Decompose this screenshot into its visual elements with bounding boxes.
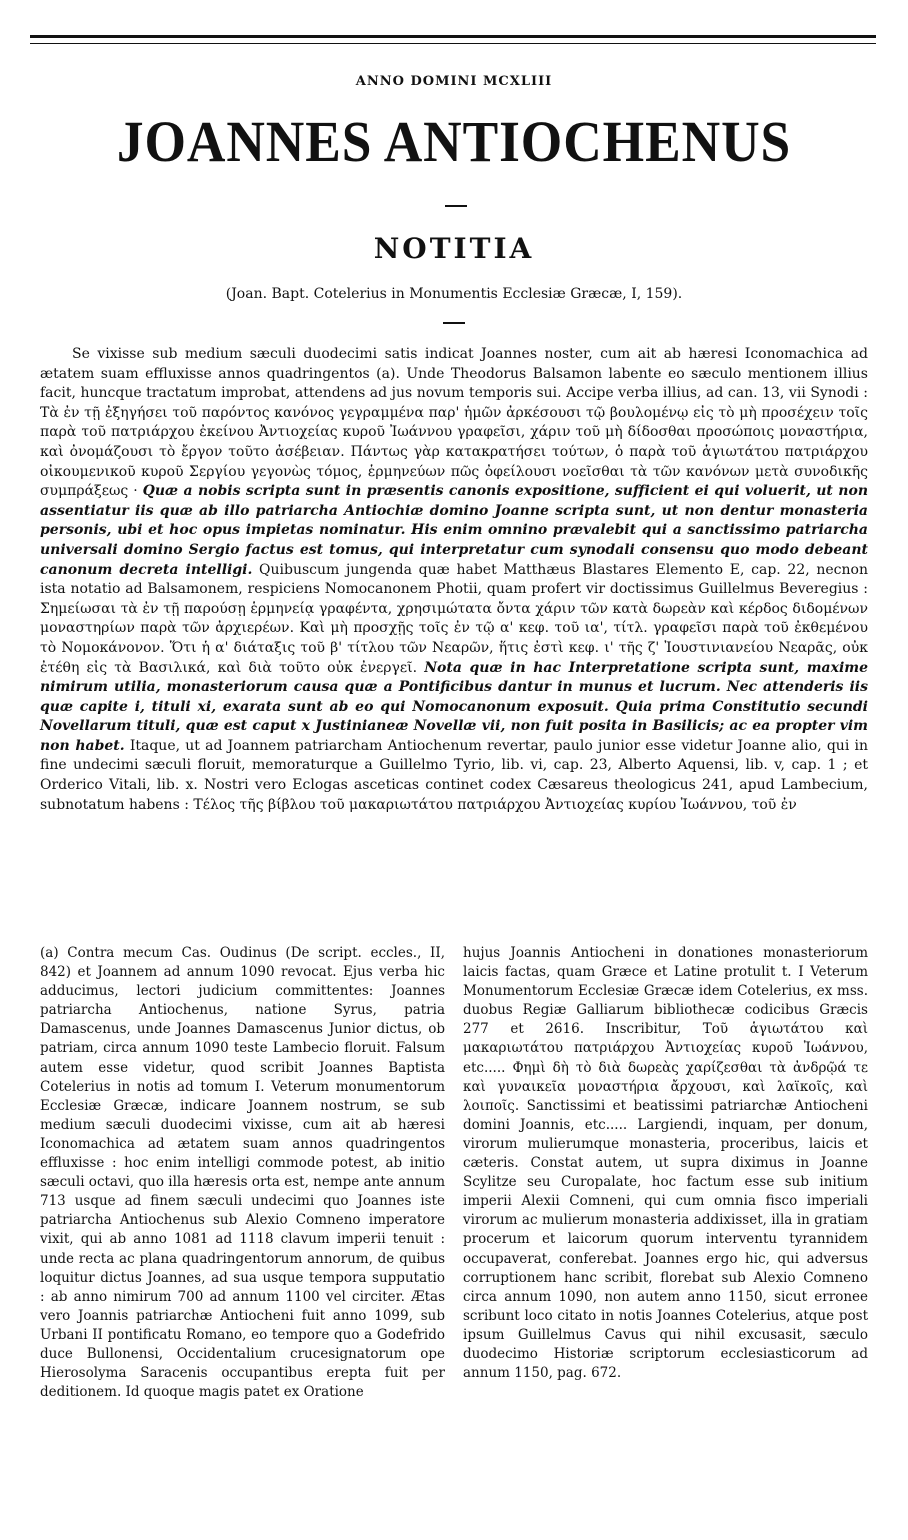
main-text [40, 345, 868, 815]
main-text-part-1: Se vixisse sub medium sæculi duodecimi satis indicat Joannes noster, cum ait ab hæresi Iconomachica ad ætatem suam effluxisse annos quadringentos (a). Unde Theodorus Balsamon labente eo sæculo mentionem illius facit, huncque tractatum improbat, attendens ad jus novum temporis sui. Accipe verba illius, ad can. 13, vii Synodi : Τὰ ἐν τῇ ἐξηγήσει τοῦ παρόντος κανόνος γεγραμμένα παρ' ἡμῶν ἀρκέσουσι τῷ βουλομένῳ εἰς τὸ μὴ προσέχειν τοῖς παρὰ τοῦ πατριάρχου ἐκείνου Ἀντιοχείας κυροῦ Ἰωάννου γραφεῖσι, χάριν τοῦ μὴ δίδοσθαι προσώποις μοναστήρια, καὶ ὀνομάζουσι τὸ ἔργον τοῦτο ἀσέβειαν. Πάντως γὰρ κατακρατήσει τούτων, ὁ παρὰ τοῦ ἁγιωτάτου πατριάρχου οἰκουμενικοῦ κυροῦ Σεργίου γεγονὼς τόμος, ἑρμηνεύων πῶς ὀφείλουσι νοεῖσθαι τὰ τῶν κανόνων μετὰ συνοδικῆς συμπράξεως · [40, 346, 868, 500]
footnote-column-right [463, 944, 868, 1402]
footnote-text-right: hujus Joannis Antiocheni in donationes monasteriorum laicis factas, quam Græce et Latine protulit t. I Veterum Monumentorum Ecclesiæ Græcæ idem Cotelerius, ex mss. duobus Regiæ Galliarum bibliothecæ codicibus Græcis 277 et 2616. Inscribitur, Τοῦ ἁγιωτάτου καὶ μακαριωτάτου πατριάρχου Ἀντιοχείας κυροῦ Ἰωάννου, etc..... Φημὶ δὴ τὸ διὰ δωρεὰς χαρίζεσθαι τὰ ἀνδρῷά τε καὶ γυναικεῖα μοναστήρια ἄρχουσι, καὶ λαϊκοῖς, καὶ λοιποῖς. Sanctissimi et beatissimi patriarchæ Antiocheni domini Joannis, etc..... Largiendi, inquam, per donum, virorum mulierumque monasteria, proceribus, laicis et cæteris. Constat autem, ut supra diximus in Joanne Scylitze seu Curopalate, hoc factum esse sub initium imperii Alexii Comneni, qui cum omnia fisco imperiali virorum ac mulierum monasteria addixisset, illa in gratiam procerum et laicorum quorum interventu tyrannidem occupaverat, conferebat. Joannes ergo hic, qui adversus corruptionem hanc scribit, florebat sub Alexio Comneno circa annum 1090, non autem anno 1150, sicut erronee scribunt loco citato in notis Joannes Cotelerius, atque post ipsum Guillelmus Cavus qui nihil excusasit, sæculo duodecimo Historiæ scriptorum ecclesiasticorum ad annum 1150, pag. 672. [463, 945, 868, 1382]
footnote-text-left: (a) Contra mecum Cas. Oudinus (De script. eccles., II, 842) et Joannem ad annum 1090 revocat. Ejus verba hic adducimus, lectori judicium committentes: Joannes patriarcha Antiochenus, natione Syrus, patria Damascenus, unde Joannes Damascenus Junior dictus, ob patriam, circa annum 1090 teste Lambecio floruit. Falsum autem esse videtur, quod scribit Joannes Baptista Cotelerius in notis ad tomum I. Veterum monumentorum Ecclesiæ Græcæ, indicare Joannem nostrum, se sub medium sæculi duodecimi vixisse, cum ait ab hæresi Iconomachica ad ætatem suam annos quadringentos effluxisse : hoc enim intelligi commode potest, ab initio sæculi octavi, quo illa hæresis orta est, nempe ante annum 713 usque ad finem sæculi undecimi quo Joannes iste patriarcha Antiochenus sub Alexio Comneno imperatore vixit, qui ab anno 1081 ad 1118 clavum imperii tenuit : unde recta ac plana quadringentorum annorum, de quibus loquitur dictus Joannes, ad sua usque tempora supputatio : ab anno nimirum 700 ad annum 1100 vel circiter. Ætas vero Joannis patriarchæ Antiocheni fuit anno 1099, sub Urbani II pontificatu Romano, eo tempore quo a Godefrido duce Bullonensi, Occidentalium crucesignatorum ope Hierosolyma Saracenis occupantibus erepta fuit per deditionem. Id quoque magis patet ex Oratione [40, 945, 445, 1401]
main-paragraph [40, 345, 868, 815]
main-text-part-2: Quibuscum jungenda quæ habet Matthæus Blastares Elemento E, cap. 22, necnon ista notatio ad Balsamonem, respiciens Nomocanonem Photii, quam profert vir doctissimus Guillelmus Beveregius : Σημείωσαι τὰ ἐν τῇ παρούσῃ ἑρμηνείᾳ γραφέντα, χρησιμώτατα ὄντα χάριν τῶν κατὰ δωρεὰν καὶ κέρδος διδομένων μοναστηρίων παρὰ τῶν ἀρχιερέων. Καὶ μὴ προσχῇς τοῖς ἐν τῷ α' κεφ. τοῦ ια', τίτλ. γραφεῖσι παρὰ τοῦ ἐκθεμένου τὸ Νομοκάνονον. Ὅτι ἡ α' διάταξις τοῦ β' τίτλου τῶν Νεαρῶν, ἥτις ἐστὶ κεφ. ι' τῆς ζ' Ἰουστινιανείου Νεαρᾶς, οὐκ ἐτέθη εἰς τὰ Βασιλικά, καὶ διὰ τοῦτο οὐκ ἐνεργεῖ. [40, 561, 868, 676]
source-citation: (Joan. Bapt. Cotelerius in Monumentis Ecclesiæ Græcæ, I, 159). [225, 286, 683, 302]
section-heading: NOTITIA [373, 232, 535, 265]
section-divider [443, 322, 465, 324]
anno-heading: ANNO DOMINI MCXLIII [355, 74, 553, 89]
page-title: JOANNES ANTIOCHENUS [116, 109, 792, 174]
footnote-columns [40, 944, 868, 1402]
main-text-part-3: Itaque, ut ad Joannem patriarcham Antiochenum revertar, paulo junior esse videtur Joanne alio, qui in fine undecimi sæculi floruit, memoraturque a Guillelmo Tyrio, lib. vi, cap. 23, Alberto Aquensi, lib. v, cap. 1 ; et Orderico Vitali, lib. x. Nostri vero Eclogas asceticas continet codex Cæsareus theologicus 241, apud Lambecium, subnotatum habens : Τέλος τῆς βίβλου τοῦ μακαριωτάτου πατριάρχου Ἀντιοχείας κυρίου Ἰωάννου, τοῦ ἐν [40, 737, 869, 813]
title-divider [445, 205, 467, 207]
top-rule [30, 35, 876, 44]
main-italic-part-2: Nota quæ in hac Interpretatione scripta sunt, maxime nimirum utilia, monasteriorum causa quæ a Pontificibus dantur in munus et lucrum. Nec attenderis iis quæ capite i, tituli xi, exarata sunt ab eo qui Nomocanonum exposuit. Quia prima Constitutio secundi Novellarum tituli, quæ est caput x Justinianeæ Novellæ vii, non fuit posita in Basilicis; ac ea propter vim non habet. [40, 659, 868, 754]
footnote-column-left [40, 944, 445, 1402]
main-italic-part-1: Quæ a nobis scripta sunt in præsentis canonis expositione, sufficient ei qui voluerit, ut non assentiatur iis quæ ab illo patriarcha Antiochiæ domino Joanne scripta sunt, ut non dentur monasteria personis, ubi et hoc opus impietas nominatur. His enim omnino prævalebit qui a sanctissimo patriarcha universali domino Sergio factus est tomus, qui interpretatur cum synodali consensu quo modo debeant canonum decreta intelligi. [40, 483, 868, 578]
